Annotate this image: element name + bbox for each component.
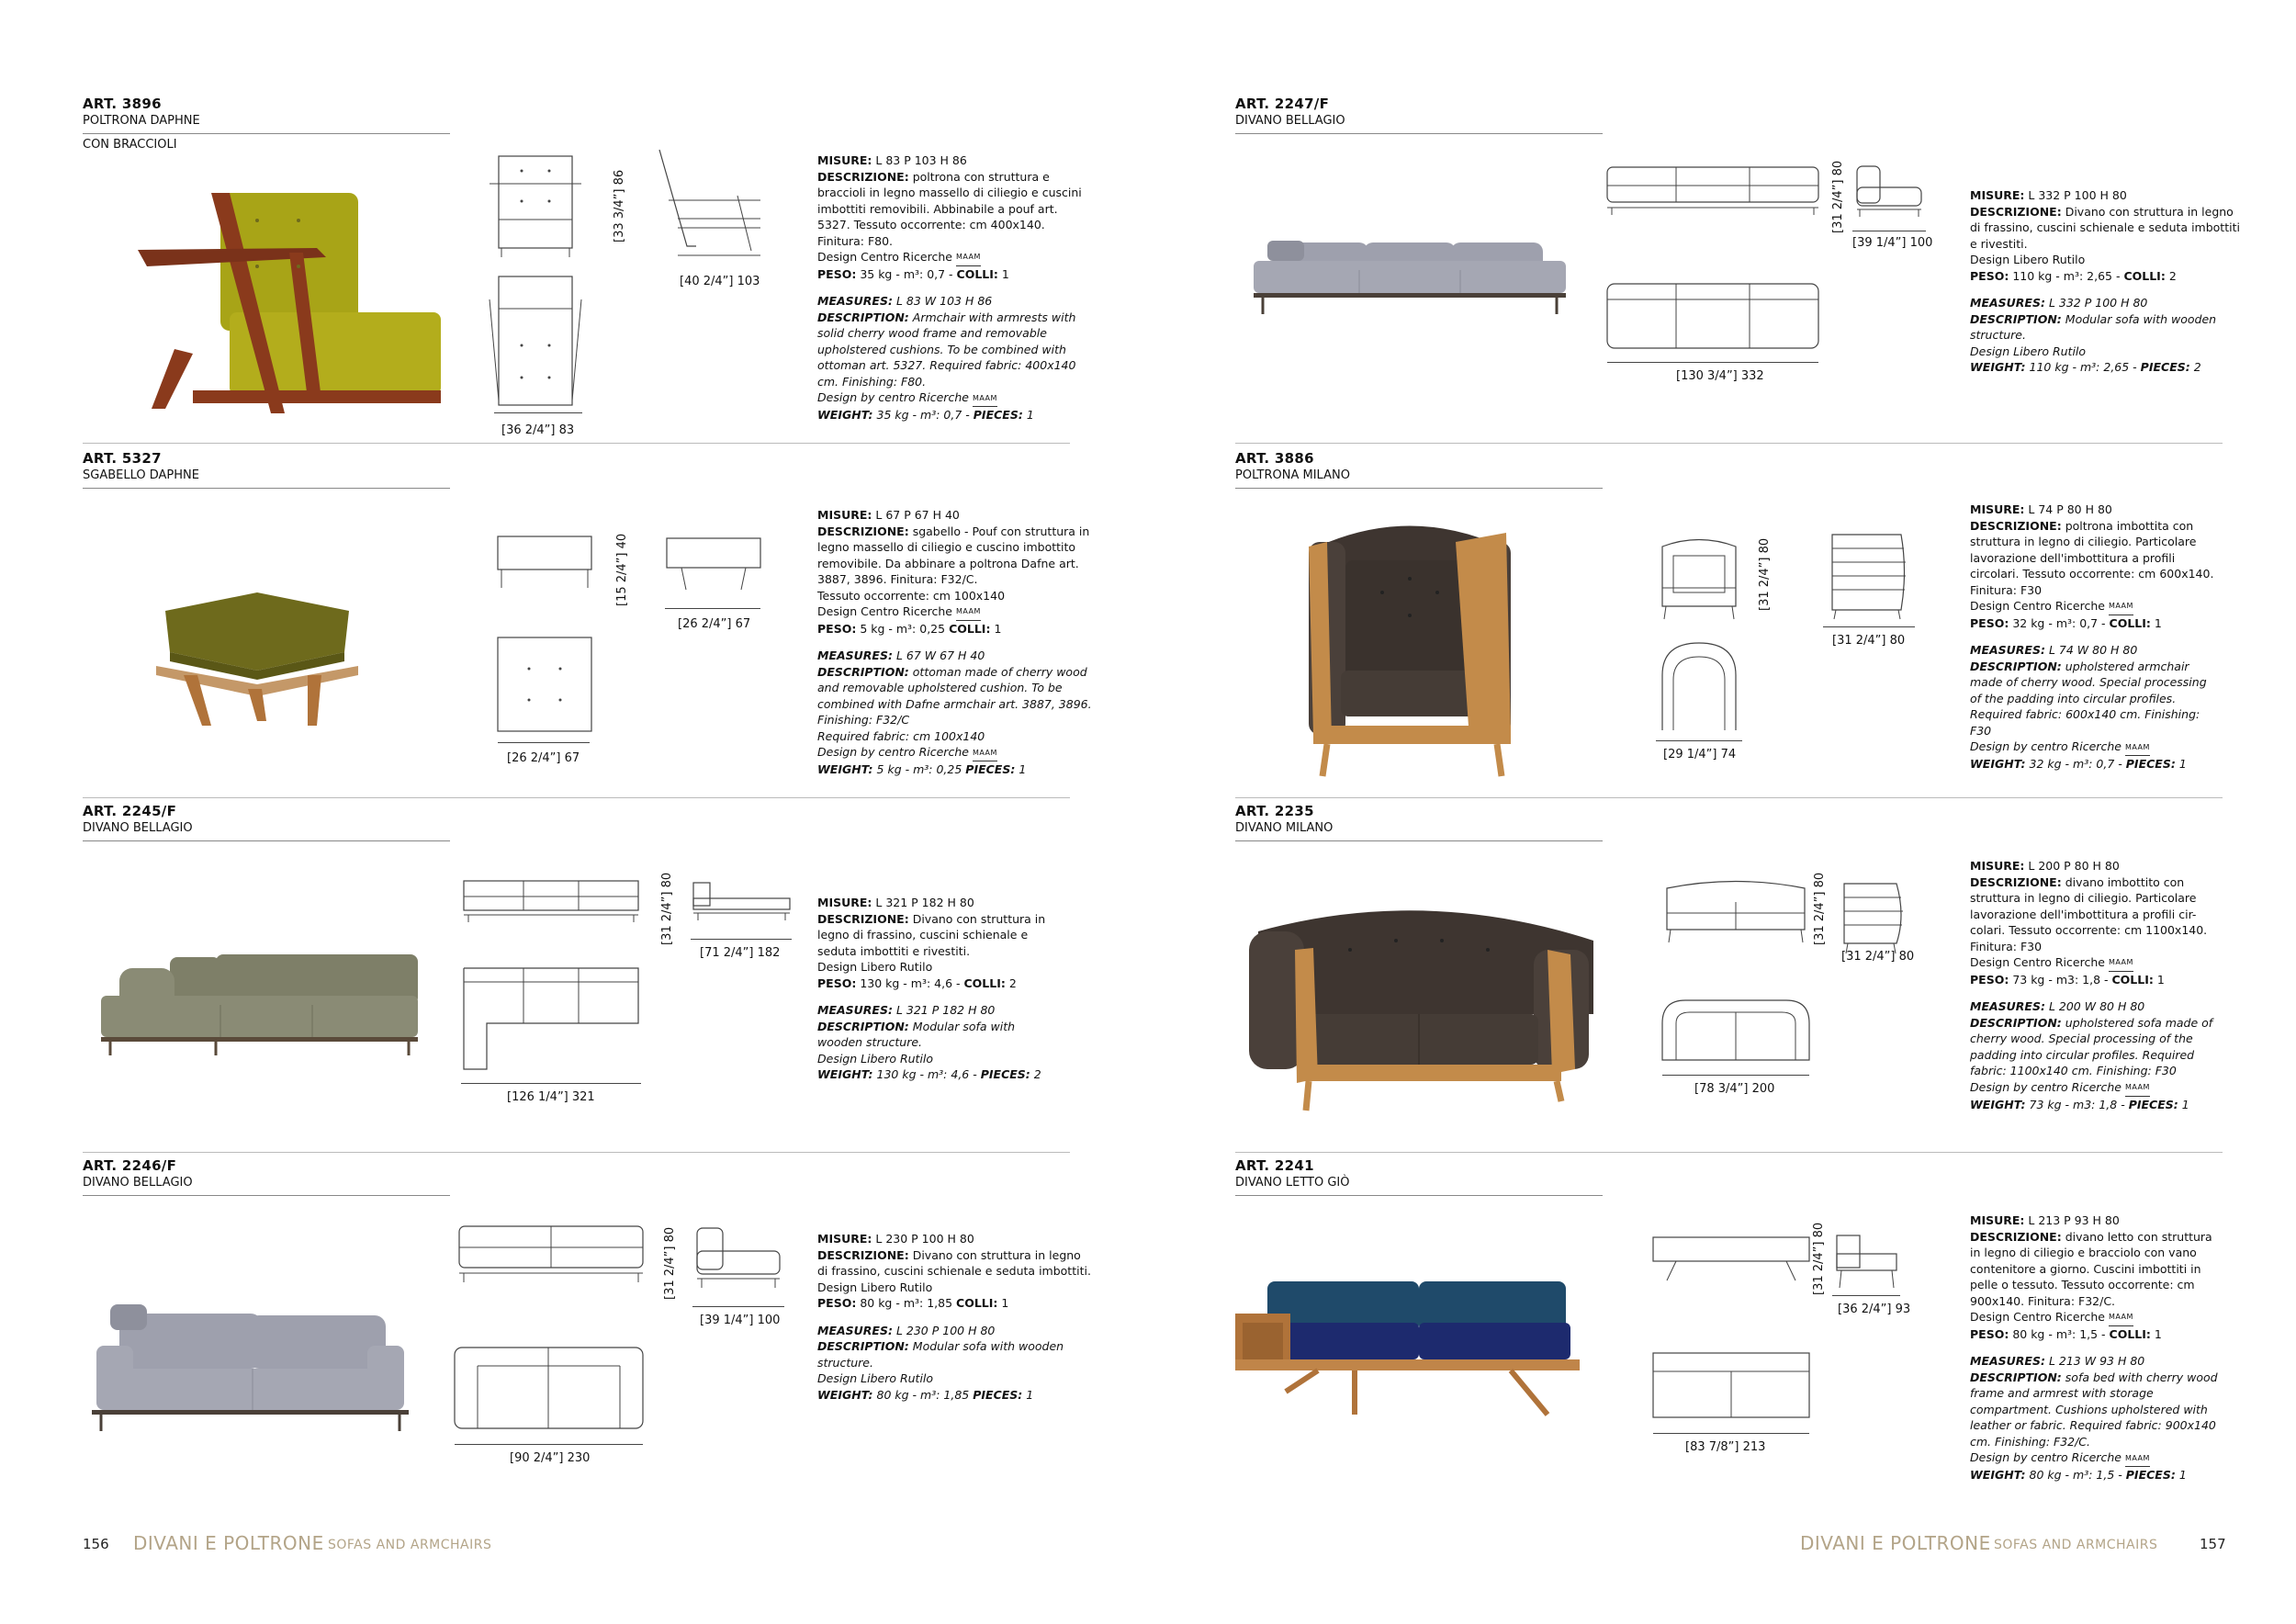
product-art-2246f bbox=[83, 1157, 1091, 1506]
article-number: ART. 2245/F bbox=[83, 803, 177, 819]
product-name-2: CON BRACCIOLI bbox=[83, 138, 177, 152]
header-rule bbox=[83, 1195, 450, 1196]
width-dimension: [130 3/4”] 332 bbox=[1676, 369, 1764, 383]
width-rule bbox=[494, 412, 582, 413]
leather-sofa-photo bbox=[1240, 895, 1607, 1115]
sofa-bed-photo bbox=[1235, 1277, 1603, 1424]
section-subtitle: SOFAS AND ARMCHAIRS bbox=[328, 1538, 492, 1552]
side-view-drawing bbox=[689, 878, 794, 924]
catalog-page-right bbox=[1148, 0, 2296, 1624]
side-view-drawing bbox=[663, 535, 764, 599]
maam-logo: MAAM bbox=[973, 745, 997, 762]
product-art-3886 bbox=[1235, 450, 2227, 799]
height-dimension: [31 2/4”] 80 bbox=[1831, 160, 1845, 233]
product-description: MISURE: L 321 P 182 H 80 DESCRIZIONE: Divano con struttura in legno di frassino, cuscini schienale e seduta imbottiti e rivestiti. Design Libero Rutilo PESO: 130 kg - m³: 4,6 - COLLI: 2 MEASURES: L 321 P 182 H 80 DESCRIPTION: Modular sofa with wooden structure. Design Libero Rutilo WEIGHT: 130 kg - m³: 4,6 - PIECES: 2 bbox=[817, 896, 1046, 1081]
width-dimension: [36 2/4”] 83 bbox=[501, 423, 575, 437]
top-view-drawing bbox=[459, 964, 643, 1074]
product-name: SGABELLO DAPHNE bbox=[83, 468, 199, 482]
article-number: ART. 5327 bbox=[83, 450, 162, 467]
depth-rule bbox=[1832, 1295, 1900, 1296]
height-dimension: [31 2/4”] 80 bbox=[660, 872, 674, 945]
depth-rule bbox=[692, 1306, 784, 1307]
front-view-drawing bbox=[459, 876, 643, 931]
product-art-2245f bbox=[83, 803, 1075, 1152]
article-number: ART. 2235 bbox=[1235, 803, 1314, 819]
height-dimension: [31 2/4”] 80 bbox=[1813, 872, 1827, 945]
depth-dimension: [71 2/4”] 182 bbox=[700, 946, 781, 960]
front-view-drawing bbox=[455, 1222, 647, 1295]
article-number: ART. 2241 bbox=[1235, 1157, 1314, 1174]
top-view-drawing bbox=[1658, 996, 1814, 1065]
article-number: ART. 3886 bbox=[1235, 450, 1314, 467]
front-view-drawing bbox=[485, 151, 586, 261]
product-name: DIVANO BELLAGIO bbox=[1235, 114, 1345, 128]
product-art-2247f bbox=[1235, 96, 2240, 445]
section-divider bbox=[83, 1152, 1070, 1153]
width-dimension: [126 1/4”] 321 bbox=[507, 1090, 595, 1104]
armchair-photo bbox=[119, 184, 450, 413]
depth-dimension: [39 1/4”] 100 bbox=[700, 1314, 781, 1327]
width-dimension: [90 2/4”] 230 bbox=[510, 1451, 591, 1465]
header-rule bbox=[1235, 840, 1603, 841]
header-rule bbox=[1235, 488, 1603, 489]
product-art-3896 bbox=[83, 96, 1082, 445]
width-rule bbox=[1662, 1075, 1809, 1076]
width-dimension: [83 7/8”] 213 bbox=[1685, 1440, 1766, 1454]
product-description: MISURE: L 332 P 100 H 80 DESCRIZIONE: Divano con struttura in legno di frassino, cuscini schienale e seduta imbottiti e rivestiti. Design Libero Rutilo PESO: 110 kg - m³: 2,65 - COLLI: 2 MEASURES: L 332 P 100 H 80 DESCRIPTION: Modular sofa with wooden structure. Design Libero Rutilo WEIGHT: 110 kg - m³: 2,65 - PIECES: 2 bbox=[1970, 188, 2240, 374]
height-dimension: [33 3/4”] 86 bbox=[613, 169, 626, 242]
product-description: MISURE: L 200 P 80 H 80 DESCRIZIONE: divano imbottito con struttura in legno di ciliegio. Particolare lavorazione dell'imbottitura a profili cir-colari. Tessuto occorrente: cm 1100x140. Finitura: F30 Design Centro Ricerche MAAM PESO: 73 kg - m3: 1,8 - COLLI: 1 MEASURES: L 200 W 80 H 80 DESCRIPTION: upholstered sofa made of cherry wood. Special processing of the padding into circular profiles. Required fabric: 1100x140 cm. Finishing: F30 Design by centro Ricerche MAAM WEIGHT: 73 kg - m3: 1,8 - PIECES: 1 bbox=[1970, 859, 2213, 1111]
maam-logo: MAAM bbox=[973, 390, 997, 408]
side-view-drawing bbox=[1837, 874, 1910, 957]
header-rule bbox=[83, 488, 450, 489]
maam-logo: MAAM bbox=[956, 603, 981, 621]
maam-logo: MAAM bbox=[2109, 954, 2133, 972]
section-divider bbox=[83, 443, 1070, 444]
front-view-drawing bbox=[1658, 874, 1814, 948]
sofa-photo bbox=[1244, 233, 1575, 325]
depth-dimension: [31 2/4”] 80 bbox=[1832, 634, 1906, 648]
product-description: MISURE: L 67 P 67 H 40 DESCRIZIONE: sgabello - Pouf con struttura in legno massello di ciliegio e cuscino imbottito removibile. Da abbinare a poltrona Dafne art. 3887, 3896. Finitura: F32/C. Tessuto occorrente: cm 100x140 Design Centro Ricerche MAAM PESO: 5 kg - m³: 0,25 COLLI: 1 MEASURES: L 67 W 67 H 40 DESCRIPTION: ottoman made of cherry wood and removable upholstered cushion. To be combined with Dafne armchair art. 3887, 3896. Finishing: F32/C Required fabric: cm 100x140 Design by centro Ricerche MAAM WEIGHT: 5 kg - m³: 0,25 PIECES: 1 bbox=[817, 508, 1092, 776]
front-view-drawing bbox=[494, 531, 595, 595]
sectional-sofa-photo bbox=[83, 941, 432, 1069]
depth-rule bbox=[665, 608, 760, 609]
depth-dimension: [39 1/4”] 100 bbox=[1852, 236, 1933, 250]
section-title: DIVANI E POLTRONE bbox=[133, 1532, 324, 1554]
product-name: DIVANO LETTO GIÒ bbox=[1235, 1176, 1350, 1190]
maam-logo: MAAM bbox=[2125, 739, 2150, 757]
width-rule bbox=[1607, 362, 1818, 363]
front-view-drawing bbox=[1603, 160, 1823, 224]
article-number: ART. 2246/F bbox=[83, 1157, 177, 1174]
width-rule bbox=[455, 1444, 643, 1445]
width-rule bbox=[498, 742, 590, 743]
product-name: DIVANO MILANO bbox=[1235, 821, 1334, 835]
article-number: ART. 3896 bbox=[83, 96, 162, 112]
height-dimension: [31 2/4”] 80 bbox=[663, 1226, 677, 1300]
header-rule bbox=[83, 840, 450, 841]
width-rule bbox=[461, 1083, 641, 1084]
top-view-drawing bbox=[1603, 279, 1823, 353]
header-rule bbox=[1235, 133, 1603, 134]
top-view-drawing bbox=[1649, 1348, 1814, 1422]
height-dimension: [15 2/4”] 40 bbox=[615, 533, 629, 606]
width-dimension: [78 3/4”] 200 bbox=[1694, 1082, 1775, 1096]
width-rule bbox=[1653, 1433, 1809, 1434]
sofa-photo bbox=[83, 1295, 413, 1442]
side-view-drawing bbox=[650, 145, 770, 265]
leather-armchair-photo bbox=[1290, 505, 1529, 781]
maam-logo: MAAM bbox=[2109, 1309, 2133, 1326]
section-title: DIVANI E POLTRONE bbox=[1800, 1532, 1991, 1554]
section-subtitle: SOFAS AND ARMCHAIRS bbox=[1994, 1538, 2158, 1552]
top-view-drawing bbox=[494, 634, 595, 735]
product-description: MISURE: L 213 P 93 H 80 DESCRIZIONE: divano letto con struttura in legno di ciliegio e bracciolo con vano contenitore a giorno. Cuscini imbottiti in pelle o tessuto. Tessuto occorrente: cm 900x140. Finitura: F32/C. Design Centro Ricerche MAAM PESO: 80 kg - m³: 1,5 - COLLI: 1 MEASURES: L 213 W 93 H 80 DESCRIPTION: sofa bed with cherry wood frame and armrest with storage compartment. Cushions upholstered with leather or fabric. Required fabric: 900x140 cm. Finishing: F32/C. Design by centro Ricerche MAAM WEIGHT: 80 kg - m³: 1,5 - PIECES: 1 bbox=[1970, 1213, 2218, 1482]
front-view-drawing bbox=[1649, 1233, 1814, 1288]
product-art-2241 bbox=[1235, 1157, 2227, 1506]
article-number: ART. 2247/F bbox=[1235, 96, 1330, 112]
front-view-drawing bbox=[1653, 533, 1745, 625]
maam-logo: MAAM bbox=[956, 249, 981, 266]
side-view-drawing bbox=[1832, 1231, 1901, 1295]
depth-dimension: [26 2/4”] 67 bbox=[678, 617, 751, 631]
depth-dimension: [40 2/4”] 103 bbox=[680, 275, 760, 288]
depth-rule bbox=[1823, 626, 1915, 627]
page-number: 157 bbox=[2200, 1536, 2226, 1552]
side-view-drawing bbox=[692, 1224, 784, 1297]
product-art-2235 bbox=[1235, 803, 2227, 1152]
header-rule bbox=[83, 133, 450, 134]
product-description: MISURE: L 74 P 80 H 80 DESCRIZIONE: poltrona imbottita con struttura in legno di ciliegio. Particolare lavorazione dell'imbottitura a profili circolari. Tessuto occorrente: cm 600x140. Finitura: F30 Design Centro Ricerche MAAM PESO: 32 kg - m³: 0,7 - COLLI: 1 MEASURES: L 74 W 80 H 80 DESCRIPTION: upholstered armchair made of cherry wood. Special processing of the padding into circular profiles. Required fabric: 600x140 cm. Finishing: F30 Design by centro Ricerche MAAM WEIGHT: 32 kg - m³: 0,7 - PIECES: 1 bbox=[1970, 502, 2214, 771]
product-description: MISURE: L 83 P 103 H 86 DESCRIZIONE: poltrona con struttura e braccioli in legno massello di ciliegio e cuscini imbottiti removibili. Abbinabile a pouf art. 5327. Tessuto occorrente: cm 400x140. Finitura: F80. Design Centro Ricerche MAAM PESO: 35 kg - m³: 0,7 - COLLI: 1 MEASURES: L 83 W 103 H 86 DESCRIPTION: Armchair with armrests with solid cherry wood frame and removable upholstered cushions. To be combined with ottoman art. 5327. Required fabric: 400x140 cm. Finishing: F80. Design by centro Ricerche MAAM WEIGHT: 35 kg - m³: 0,7 - PIECES: 1 bbox=[817, 153, 1082, 422]
product-description: MISURE: L 230 P 100 H 80 DESCRIZIONE: Divano con struttura in legno di frassino, cuscini schienale e seduta imbottiti. Design Libero Rutilo PESO: 80 kg - m³: 1,85 COLLI: 1 MEASURES: L 230 P 100 H 80 DESCRIPTION: Modular sofa with wooden structure. Design Libero Rutilo WEIGHT: 80 kg - m³: 1,85 PIECES: 1 bbox=[817, 1232, 1091, 1402]
depth-dimension: [31 2/4”] 80 bbox=[1841, 950, 1915, 964]
height-dimension: [31 2/4”] 80 bbox=[1758, 537, 1772, 611]
product-name: DIVANO BELLAGIO bbox=[83, 821, 193, 835]
top-view-drawing bbox=[1653, 638, 1745, 739]
section-divider bbox=[83, 797, 1070, 798]
maam-logo: MAAM bbox=[2125, 1079, 2150, 1097]
maam-logo: MAAM bbox=[2109, 598, 2133, 615]
top-view-drawing bbox=[450, 1343, 647, 1435]
section-divider bbox=[1235, 443, 2223, 444]
ottoman-photo bbox=[138, 588, 377, 735]
height-dimension: [31 2/4”] 80 bbox=[1812, 1222, 1826, 1295]
page-number: 156 bbox=[83, 1536, 109, 1552]
product-name: POLTRONA MILANO bbox=[1235, 468, 1350, 482]
top-view-drawing bbox=[485, 272, 586, 410]
depth-dimension: [36 2/4”] 93 bbox=[1838, 1303, 1911, 1316]
product-name: POLTRONA DAPHNE bbox=[83, 114, 200, 128]
header-rule bbox=[1235, 1195, 1603, 1196]
width-rule bbox=[1656, 740, 1742, 741]
width-dimension: [29 1/4”] 74 bbox=[1663, 748, 1737, 761]
depth-rule bbox=[691, 939, 792, 940]
section-divider bbox=[1235, 1152, 2223, 1153]
maam-logo: MAAM bbox=[2125, 1450, 2150, 1468]
product-art-5327 bbox=[83, 450, 1092, 799]
section-divider bbox=[1235, 797, 2223, 798]
product-name: DIVANO BELLAGIO bbox=[83, 1176, 193, 1190]
side-view-drawing bbox=[1823, 525, 1915, 622]
side-view-drawing bbox=[1852, 162, 1926, 226]
width-dimension: [26 2/4”] 67 bbox=[507, 751, 580, 765]
